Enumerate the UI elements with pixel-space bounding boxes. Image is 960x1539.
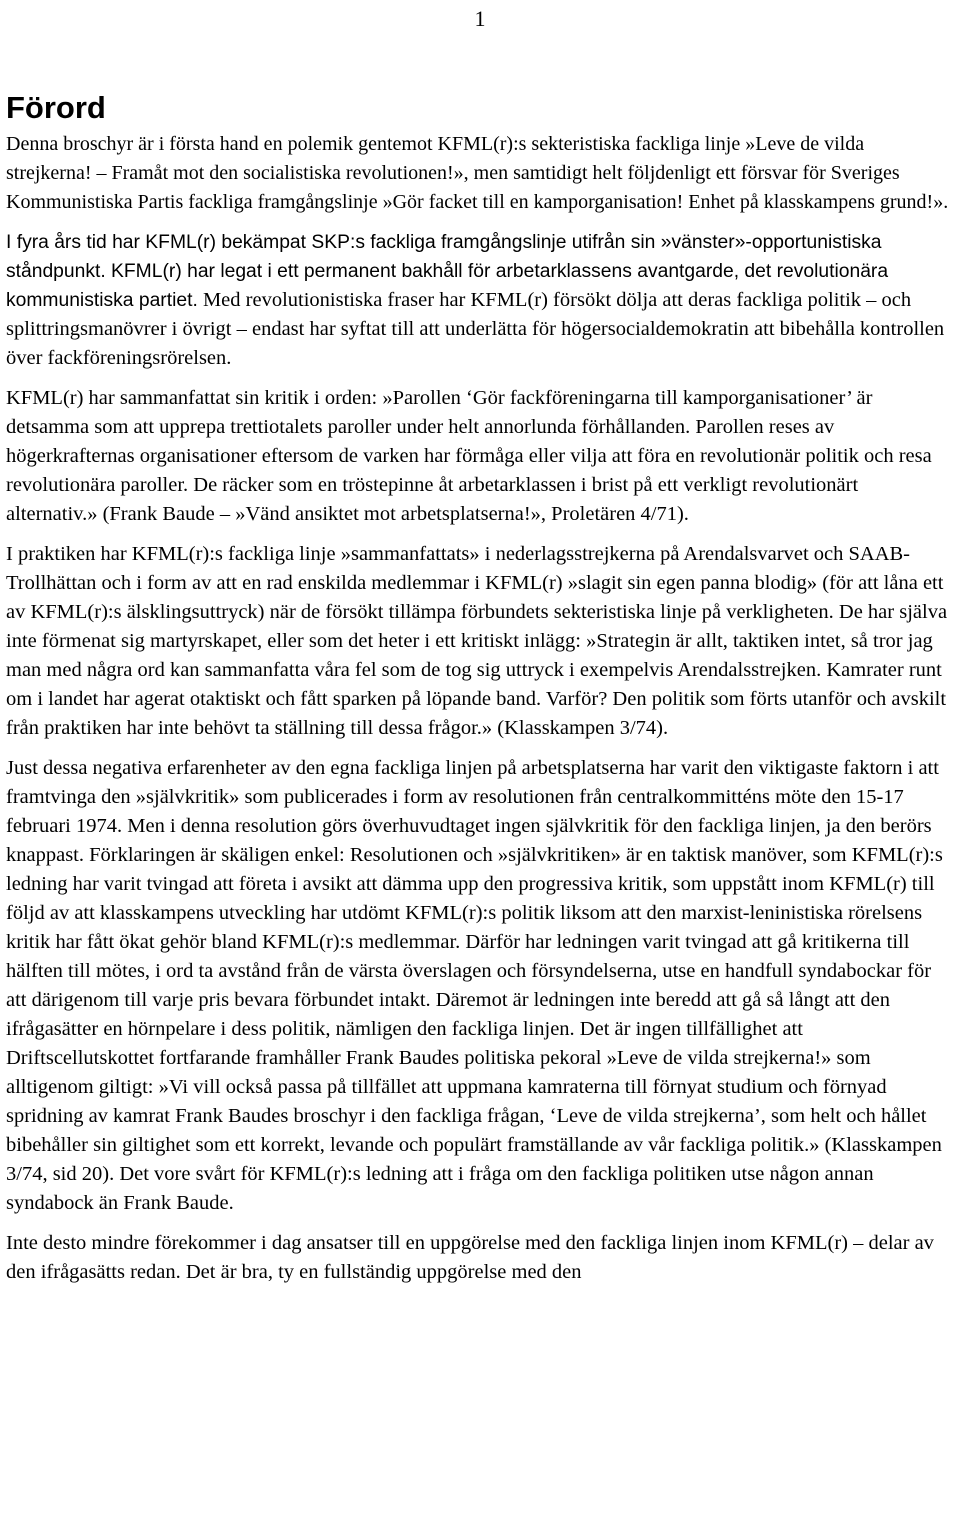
paragraph-practice: I praktiken har KFML(r):s fackliga linje »sammanfattats» i nederlagsstrejkerna på Arendalsvarvet och SAAB-Trollhättan och i form av att en rad enskilda medlemmar i KFML(r) »slagit sin egen panna blodig» (för att låna ett av KFML(r):s älsklingsuttryck) när de försökt tillämpa förbundets sekteristiska linje på verkligheten. De har själva inte förmenat sig martyrskapet, eller som det heter i ett kritiskt inlägg: »Strategin är allt, taktiken intet, så tror jag man med några ord kan sammanfatta våra fel som de tog sig uttryck i exempelvis Arendalsstrejken. Kamrater runt om i landet har agerat otaktiskt och fått sparken på löpande band. Varför? Den politik som förts utanför och avskilt från praktiken har inte behövt ta ställning till dessa frågor.» (Klasskampen 3/74).	[6, 543, 948, 739]
chapter-heading: Förord	[6, 90, 106, 125]
paragraph-kfml-opposition-serif: Med revolutionistiska fraser har KFML(r) försökt dölja att deras fackliga politik – och splittringsmanövrer i övrigt – endast har syftat till att underlätta för högersocialdemokratin att bibehålla kontrollen över fackföreningsrörelsen.	[6, 289, 945, 369]
paragraph-kfml-opposition-sans: I fyra års tid har KFML(r) bekämpat SKP:s fackliga framgångslinje utifrån sin »vänster»-opportunistiska ståndpunkt. KFML(r) har legat i ett permanent bakhåll för arbetarklassens avantgarde, det revolutionära kommunistiska partiet.	[6, 232, 889, 311]
paragraph-kfml-critique-quote: KFML(r) har sammanfattat sin kritik i orden: »Parollen ‘Gör fackföreningarna till kamporganisationer’ är detsamma som att upprepa trettiotalets paroller under helt annorlunda förhållanden. Parollen reses av högerkrafternas organisationer eftersom de varken har förmåga eller vilja att föra en revolutionär politik och resa revolutionära paroller. De räcker som en tröstepinne åt arbetarklassen i brist på ett verkligt revolutionärt alternativ.» (Frank Baude – »Vänd ansiktet mot arbetsplatserna!», Proletären 4/71).	[6, 387, 932, 525]
paragraph-intro: Denna broschyr är i första hand en polemik gentemot KFML(r):s sekteristiska fackliga linje »Leve de vilda strejkerna! – Framåt mot den socialistiska revolutionen!», men samtidigt helt följdenligt ett försvar för Sveriges Kommunistiska Partis fackliga framgångslinje »Gör facket till en kamporganisation! Enhet på klasskampens grund!».	[6, 133, 949, 213]
paragraph-reckoning: Inte desto mindre förekommer i dag ansatser till en uppgörelse med den fackliga linjen inom KFML(r) – delar av den ifrågasätts redan. Det är bra, ty en fullständig uppgörelse med den	[6, 1232, 934, 1283]
document-body	[6, 88, 954, 1287]
paragraph-kfml-opposition	[6, 228, 954, 373]
page-number: 1	[474, 6, 486, 31]
paragraph-self-criticism: Just dessa negativa erfarenheter av den egna fackliga linjen på arbetsplatserna har varit den viktigaste faktorn i att framtvinga den »självkritik» som publicerades i form av resolutionen från centralkommitténs möte den 15-17 februari 1974. Men i denna resolution görs överhuvudtaget ingen självkritik för den fackliga linjen, ja den berörs knappast. Förklaringen är skäligen enkel: Resolutionen och »självkritiken» är en taktisk manöver, som KFML(r):s ledning har varit tvingad att företa i avsikt att dämma upp den progressiva kritik, som uppstått inom KFML(r) till följd av att klasskampens utveckling har utdömt KFML(r):s politik liksom att den marxist-leninistiska rörelsens kritik har fått ökat gehör bland KFML(r):s medlemmar. Därför har ledningen varit tvingad att gå kritikerna till hälften till mötes, i ord ta avstånd från de värsta överslagen och försyndelserna, utse en handfull syndabockar för att därigenom till varje pris bevara förbundet intakt. Däremot är ledningen inte beredd att gå så långt att den ifrågasätter en hörnpelare i dess politik, nämligen den fackliga linjen. Det är ingen tillfällighet att Driftscellutskottet fortfarande framhåller Frank Baudes politiska pekoral »Leve de vilda strejkerna!» som alltigenom giltigt: »Vi vill också passa på tillfället att uppmana kamraterna till förnyat studium och förnyad spridning av kamrat Frank Baudes broschyr i den fackliga frågan, ‘Leve de vilda strejkerna’, som helt och hållet bibehåller sin giltighet som ett korrekt, levande och populärt framställande av vår fackliga politik.» (Klasskampen 3/74, sid 20). Det vore svårt för KFML(r):s ledning att i fråga om den fackliga politiken utse någon annan syndabock än Frank Baude.	[6, 757, 943, 1214]
